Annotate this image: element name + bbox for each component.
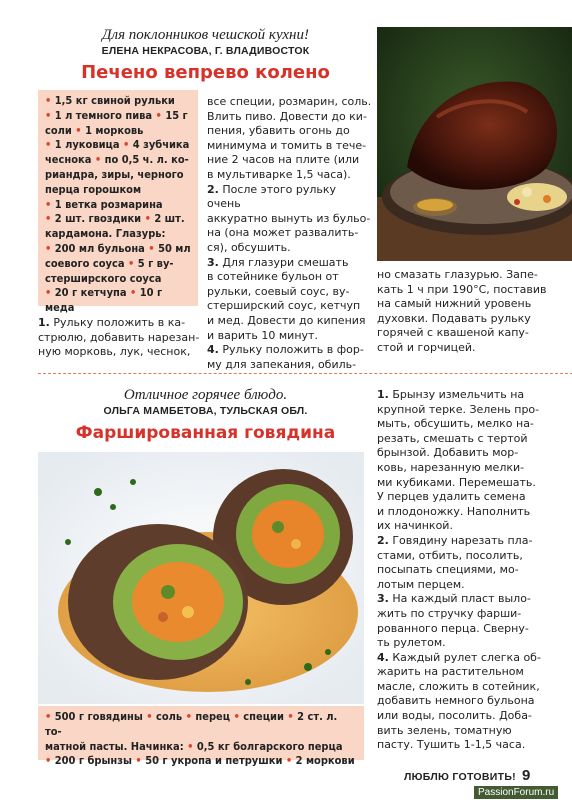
recipe2-ingredients-list xyxy=(45,710,357,769)
text-line: все специи, розмарин, соль. xyxy=(207,95,372,108)
text-line: 3. На каждый пласт выло- xyxy=(377,592,531,606)
recipe2-steps xyxy=(377,388,572,753)
text-line: • 2 шт. гвоздики • 2 шт. xyxy=(45,212,185,226)
text-line: духовки. Подавать рульку xyxy=(377,311,531,325)
text-line: минимума и томить в тече- xyxy=(207,138,367,152)
recipe1-steps-col3 xyxy=(377,268,572,356)
text-line: но смазать глазурью. Запе- xyxy=(377,268,538,281)
watermark: PassionForum.ru xyxy=(474,786,558,799)
text-line: ми кубиками. Перемешать. xyxy=(377,475,536,489)
text-line: и плодоножку. Наполнить xyxy=(377,504,531,518)
page-number: 9 xyxy=(522,767,531,784)
text-line: перца горошком xyxy=(45,182,142,196)
text-line: кать 1 ч при 190°С, поставив xyxy=(377,282,547,296)
text-line: или воды, посолить. Доба- xyxy=(377,709,532,723)
recipe2-author: ОЛЬГА МАМБЕТОВА, ТУЛЬСКАЯ ОБЛ. xyxy=(103,405,308,417)
text-line: 2. После этого рульку очень xyxy=(207,182,337,211)
text-line: • 200 мл бульона • 50 мл xyxy=(45,241,191,255)
recipe1-ingredients-box xyxy=(38,90,198,315)
text-line: горячей с квашеной капу- xyxy=(377,326,529,340)
text-line: риандра, зиры, черного xyxy=(45,167,184,181)
text-line: соевого соуса • 5 г ву- xyxy=(45,256,174,270)
text-line: чеснока • по 0,5 ч. л. ко- xyxy=(45,153,189,167)
text-line: ть рулетом. xyxy=(377,636,446,650)
text-line: У перцев удалить семена xyxy=(377,490,526,504)
text-line: стрюлю, добавить нарезан- xyxy=(38,330,200,344)
text-line: ся), обсушить. xyxy=(207,240,291,254)
text-line: на самый нижний уровень xyxy=(377,297,532,311)
recipe1-author: ЕЛЕНА НЕКРАСОВА, Г. ВЛАДИВОСТОК xyxy=(101,45,310,57)
recipe1-title: Печено вепрево колено xyxy=(81,62,330,83)
text-line: 4. Рульку положить в фор- xyxy=(207,343,364,357)
text-line: в мультиварке 1,5 часа). xyxy=(207,167,351,181)
text-line: пасту. Тушить 1-1,5 часа. xyxy=(377,738,526,752)
text-line: • 500 г говядины • соль • перец • специи • 2 ст. л. то- xyxy=(45,710,338,738)
text-line: ковь, нарезанную мелки- xyxy=(377,460,525,474)
text-line: • 1,5 кг свиной рульки xyxy=(45,94,175,107)
text-line: 1. Рульку положить в ка- xyxy=(38,316,186,329)
text-line: ние 2 часов на плите (или xyxy=(207,153,360,167)
text-line: масле, сложить в сотейник, xyxy=(377,679,540,693)
text-line: аккуратно вынуть из бульо- xyxy=(207,211,371,225)
text-line: 4. Каждый рулет слегка об- xyxy=(377,650,541,664)
text-line: 1. Брынзу измельчить на xyxy=(377,388,525,401)
text-line: резать, смешать с тертой xyxy=(377,431,528,445)
text-line: му для запекания, обиль- xyxy=(207,357,357,371)
text-line: в сотейнике бульон от xyxy=(207,270,339,284)
text-line: • 1 л темного пива • 15 г xyxy=(45,108,188,122)
recipe1-steps-col1 xyxy=(38,316,201,360)
text-line: стами, отбить, посолить, xyxy=(377,548,523,562)
text-line: и варить 10 минут. xyxy=(207,328,318,342)
recipe2-tagline: Отличное горячее блюдо. xyxy=(123,387,288,403)
text-line: рованного перца. Сверну- xyxy=(377,621,529,635)
recipe1-steps-col2 xyxy=(207,95,373,372)
text-line: их начинкой. xyxy=(377,519,453,533)
text-line: матной пасты. Начинка: • 0,5 кг болгарского перца xyxy=(45,739,343,753)
text-line: рульки, соевый соус, ву- xyxy=(207,284,350,298)
text-line: • 1 ветка розмарина xyxy=(45,197,163,211)
text-line: добавить немного бульона xyxy=(377,694,535,708)
recipe2-title: Фаршированная говядина xyxy=(75,423,336,443)
text-line: пения, убавить огонь до xyxy=(207,124,350,138)
recipe-separator xyxy=(38,373,572,374)
text-line: • 200 г брынзы • 50 г укропа и петрушки • 2 моркови xyxy=(45,754,355,768)
recipe1-tagline: Для поклонников чешской кухни! xyxy=(102,27,309,43)
text-line: кардамона. Глазурь: xyxy=(45,227,166,241)
text-line: стерширского соуса xyxy=(45,271,162,285)
text-line: и мед. Довести до кипения xyxy=(207,313,366,327)
text-line: брынзой. Добавить мор- xyxy=(377,446,519,460)
text-line: соли • 1 морковь xyxy=(45,123,144,137)
text-line: на (она может развалить- xyxy=(207,226,359,240)
text-line: жарить на растительном xyxy=(377,665,524,679)
text-line: посыпать специями, мо- xyxy=(377,563,519,577)
text-line: ную морковь, лук, чеснок, xyxy=(38,345,191,359)
recipe1-ingredients-list xyxy=(45,94,191,316)
stuffed-beef-photo xyxy=(38,452,364,704)
text-line: лотым перцем. xyxy=(377,577,465,591)
pork-knuckle-photo xyxy=(377,27,572,261)
text-line: Влить пиво. Довести до ки- xyxy=(207,109,367,123)
text-line: • 1 луковица • 4 зубчика xyxy=(45,138,190,152)
text-line: 3. Для глазури смешать xyxy=(207,255,349,269)
text-line: стерширский соус, кетчуп xyxy=(207,299,361,313)
text-line: крупной терке. Зелень про- xyxy=(377,402,540,416)
text-line: стой и горчицей. xyxy=(377,340,476,354)
text-line: 2. Говядину нарезать пла- xyxy=(377,533,533,547)
recipe2-ingredients-box xyxy=(38,706,364,768)
text-line: вить зелень, томатную xyxy=(377,723,512,737)
text-line: • 20 г кетчупа • 10 г меда xyxy=(45,286,163,315)
magazine-name: ЛЮБЛЮ ГОТОВИТЬ! xyxy=(404,771,516,783)
text-line: мыть, обсушить, мелко на- xyxy=(377,417,534,431)
text-line: жить по стручку фарши- xyxy=(377,606,522,620)
